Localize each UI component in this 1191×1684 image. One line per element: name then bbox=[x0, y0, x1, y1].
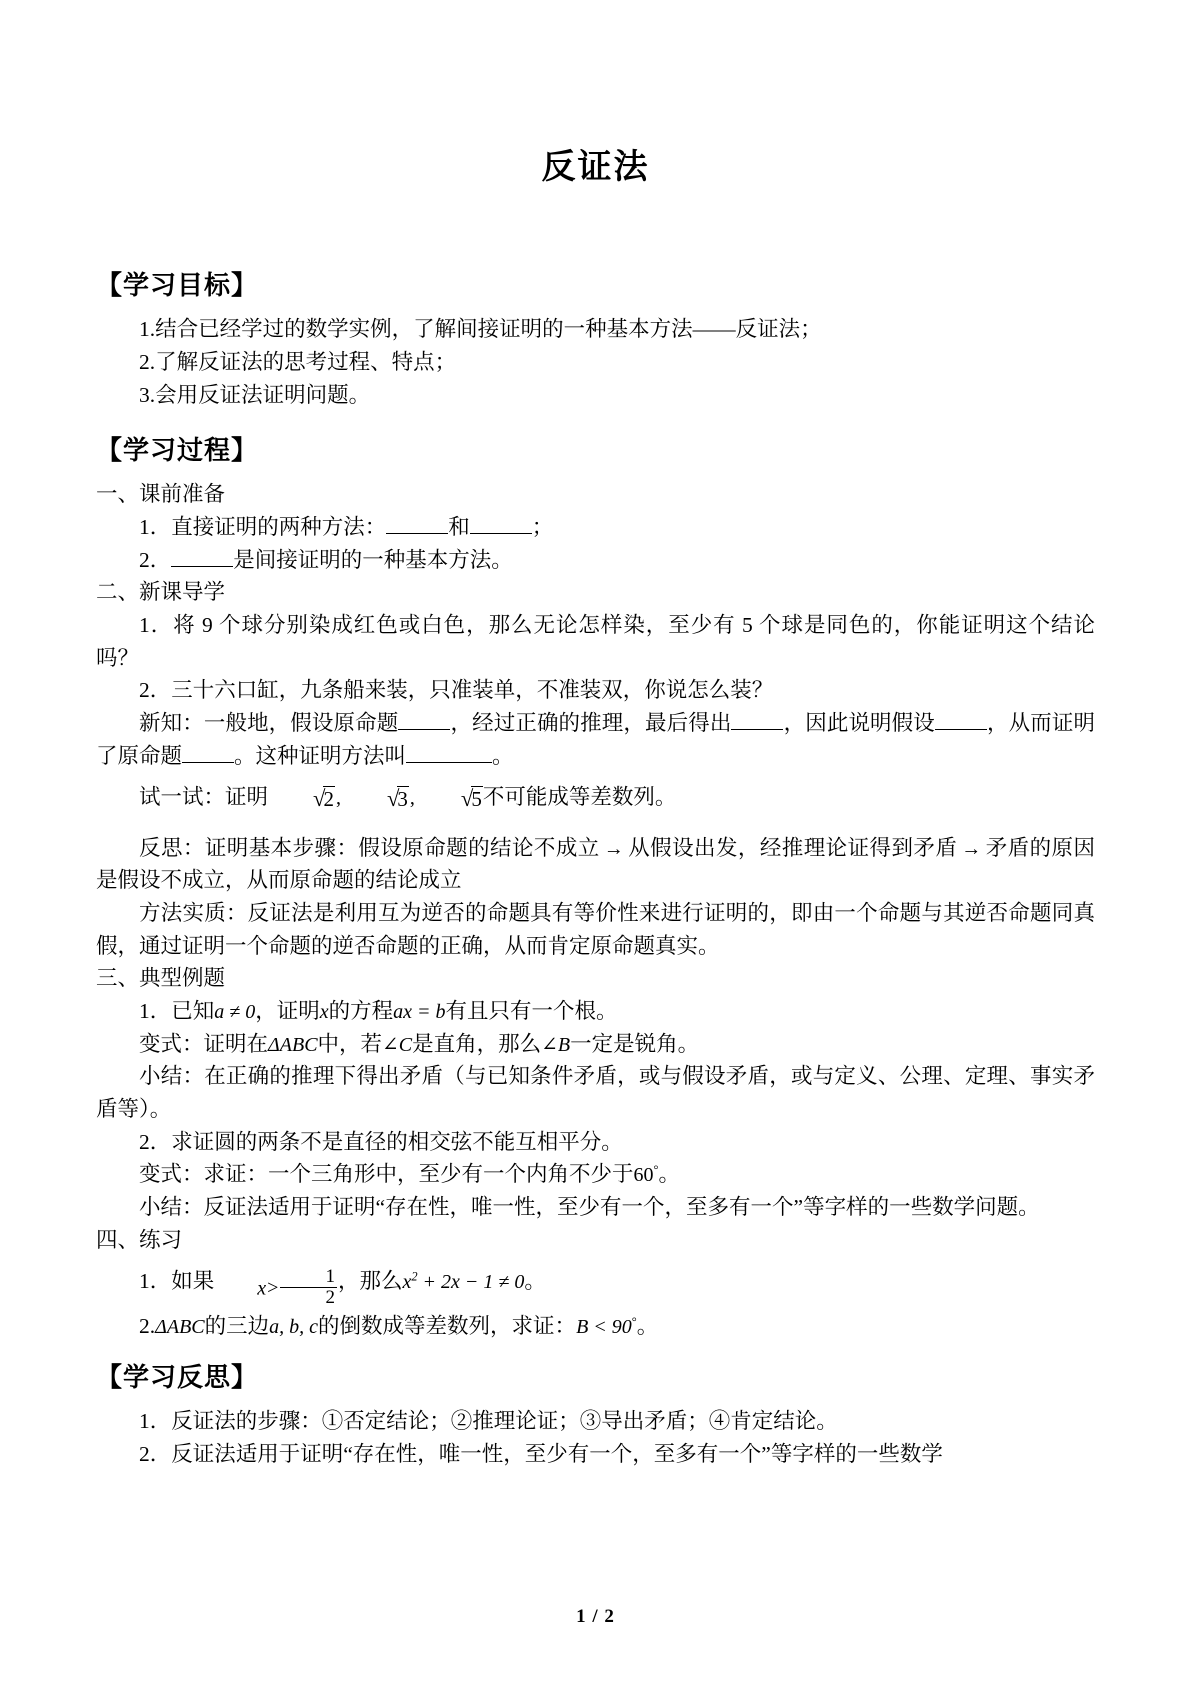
new-knowledge-paragraph bbox=[96, 707, 1095, 772]
example-1 bbox=[96, 995, 1095, 1028]
objective-item-1: 1.结合已经学过的数学实例，了解间接证明的一种基本方法——反证法； bbox=[139, 317, 822, 342]
math-ax-equals-b: ax = b bbox=[393, 1001, 446, 1024]
part1-item-1-text-a: 1．直接证明的两种方法： bbox=[139, 514, 387, 539]
method-essence-paragraph: 方法实质：反证法是利用互为逆否的命题具有等价性来进行证明的，即由一个命题与其逆否命题同真假，通过证明一个命题的逆否命题的正确，从而肯定原命题真实。 bbox=[96, 901, 1095, 958]
subsection-title-part3: 三、典型例题 bbox=[96, 966, 226, 991]
math-sides-abc: a, b, c bbox=[269, 1315, 319, 1338]
summary-2: 小结：反证法适用于证明“存在性，唯一性，至少有一个，至多有一个”等字样的一些数学问题。 bbox=[139, 1195, 1040, 1220]
section-heading-objectives: 【学习目标】 bbox=[96, 270, 259, 300]
part2-item-2: 2．三十六口缸，九条船来装，只准装单，不准装双，你说怎么装？ bbox=[139, 678, 774, 703]
reflect-steps-line bbox=[96, 832, 1095, 897]
sqrt-5: √5 bbox=[460, 786, 482, 812]
variant-1-prefix: 变式：证明在 bbox=[139, 1031, 269, 1056]
subsection-title-part4: 四、练习 bbox=[96, 1227, 183, 1252]
section-heading-reflection: 【学习反思】 bbox=[96, 1362, 259, 1392]
math-triangle-abc: ΔABC bbox=[155, 1315, 205, 1338]
new-knowledge-s2: ，经过正确的推理，最后得出 bbox=[450, 710, 732, 735]
page-number: 1 / 2 bbox=[576, 1606, 615, 1627]
math-sixty-degrees: 60° bbox=[633, 1162, 659, 1187]
practice-2-mid: 的三边 bbox=[204, 1313, 270, 1338]
arrow-right-icon: → bbox=[961, 837, 982, 860]
part1-item-2-text-b: 是间接证明的一种基本方法。 bbox=[233, 547, 513, 572]
new-knowledge-lead: 新知：一般地，假设原命题 bbox=[139, 710, 399, 735]
math-triangle-abc: ΔABC bbox=[268, 1033, 318, 1056]
practice-1 bbox=[96, 1265, 1095, 1310]
try-it-lead: 试一试：证明 bbox=[139, 785, 269, 810]
example-1-mid: ，证明 bbox=[255, 999, 320, 1024]
variant-2-tail: 。 bbox=[658, 1162, 680, 1187]
practice-2-prefix: 2. bbox=[139, 1313, 156, 1338]
math-quadratic-expression: $x^2 + 2x - 1 \ne 0$ bbox=[402, 1269, 525, 1294]
math-b-less-ninety: B < 90° bbox=[576, 1314, 637, 1338]
blank-field[interactable] bbox=[386, 512, 448, 533]
blank-field[interactable] bbox=[182, 741, 234, 762]
reflect-step-1: 假设原命题的结论不成立 bbox=[358, 835, 600, 860]
math-x: x bbox=[319, 1001, 329, 1024]
practice-1-prefix: 1．如果 bbox=[139, 1269, 215, 1294]
reflect-step-3: 矛盾的原因是假设不成立，从而原命题的结论成立 bbox=[96, 835, 1095, 893]
math-x-greater-half: x> $\frac{1}{2}$ bbox=[257, 1266, 335, 1309]
blank-field[interactable] bbox=[731, 708, 783, 729]
variant-1-mid: 中，若 bbox=[317, 1031, 383, 1056]
blank-field[interactable] bbox=[935, 708, 987, 729]
math-angle-b: ∠B bbox=[541, 1033, 571, 1056]
objective-item-3: 3.会用反证法证明问题。 bbox=[139, 382, 371, 407]
new-knowledge-s4: ，从而证明了原命题 bbox=[96, 710, 1095, 768]
part2-item-1: 1．将 9 个球分别染成红色或白色，那么无论怎样染，至少有 5 个球是同色的，你能证明这个结论吗？ bbox=[96, 612, 1095, 670]
part1-item-1 bbox=[96, 511, 1095, 544]
example-1-mid2: 的方程 bbox=[328, 999, 394, 1024]
example-1-tail: 有且只有一个根。 bbox=[445, 999, 618, 1024]
math-a-not-equal-zero: a ≠ 0 bbox=[214, 1001, 256, 1024]
reflection-item-2: 2．反证法适用于证明“存在性，唯一性，至少有一个，至多有一个”等字样的一些数学 bbox=[139, 1441, 943, 1466]
blank-field[interactable] bbox=[171, 545, 233, 566]
subsection-title-part2: 二、新课导学 bbox=[96, 580, 226, 605]
practice-2-tail: 。 bbox=[636, 1313, 659, 1338]
example-1-prefix: 1．已知 bbox=[139, 999, 215, 1024]
reflection-item-1: 1．反证法的步骤：①否定结论；②推理论证；③导出矛盾；④肯定结论。 bbox=[139, 1409, 838, 1434]
part1-item-2-text-a: 2． bbox=[139, 547, 172, 572]
new-knowledge-s5: 。这种证明方法叫 bbox=[234, 743, 407, 768]
example-2: 2．求证圆的两条不是直径的相交弦不能互相平分。 bbox=[139, 1129, 623, 1154]
practice-1-tail: 。 bbox=[524, 1269, 546, 1294]
practice-2 bbox=[96, 1310, 1095, 1343]
sqrt-3: √3 bbox=[386, 786, 408, 812]
practice-1-mid: ，那么 bbox=[337, 1269, 403, 1294]
blank-field[interactable] bbox=[406, 741, 492, 762]
fraction-numerator: 1 bbox=[325, 1266, 335, 1288]
variant-2-prefix: 变式：求证：一个三角形中，至少有一个内角不少于 bbox=[139, 1162, 634, 1187]
part1-item-1-text-b: 和 bbox=[448, 514, 470, 539]
math-angle-c: ∠C bbox=[382, 1033, 413, 1056]
subsection-title-part1: 一、课前准备 bbox=[96, 482, 226, 507]
part1-item-1-text-c: ； bbox=[531, 514, 554, 539]
blank-field[interactable] bbox=[470, 512, 532, 533]
summary-1: 小结：在正确的推理下得出矛盾（与已知条件矛盾，或与假设矛盾，或与定义、公理、定理、事实矛盾等）。 bbox=[96, 1064, 1095, 1122]
objective-item-2: 2.了解反证法的思考过程、特点； bbox=[139, 350, 457, 375]
blank-field[interactable] bbox=[398, 708, 450, 729]
page-title: 反证法 bbox=[541, 149, 650, 186]
variant-1-mid2: 是直角，那么 bbox=[412, 1031, 542, 1056]
arrow-right-icon: → bbox=[603, 837, 624, 860]
variant-1 bbox=[96, 1028, 1095, 1061]
reflect-step-2: 从假设出发，经推理论证得到矛盾 bbox=[627, 835, 958, 860]
reflect-lead: 反思：证明基本步骤： bbox=[139, 835, 359, 860]
sqrt-2: √2 bbox=[313, 786, 334, 812]
section-heading-process: 【学习过程】 bbox=[96, 435, 259, 465]
practice-2-mid2: 的倒数成等差数列，求证： bbox=[318, 1313, 577, 1338]
try-it-line: 试一试：证明 √2 , √3 , √5不可能成等差数列。 bbox=[96, 781, 1095, 816]
try-it-tail: 不可能成等差数列。 bbox=[482, 785, 677, 810]
part1-item-2 bbox=[96, 544, 1095, 577]
fraction-denominator: 2 bbox=[280, 1287, 337, 1308]
new-knowledge-s3: ，因此说明假设 bbox=[783, 710, 935, 735]
variant-1-tail: 一定是锐角。 bbox=[570, 1031, 700, 1056]
new-knowledge-s6: 。 bbox=[492, 743, 514, 768]
variant-2 bbox=[96, 1158, 1095, 1191]
